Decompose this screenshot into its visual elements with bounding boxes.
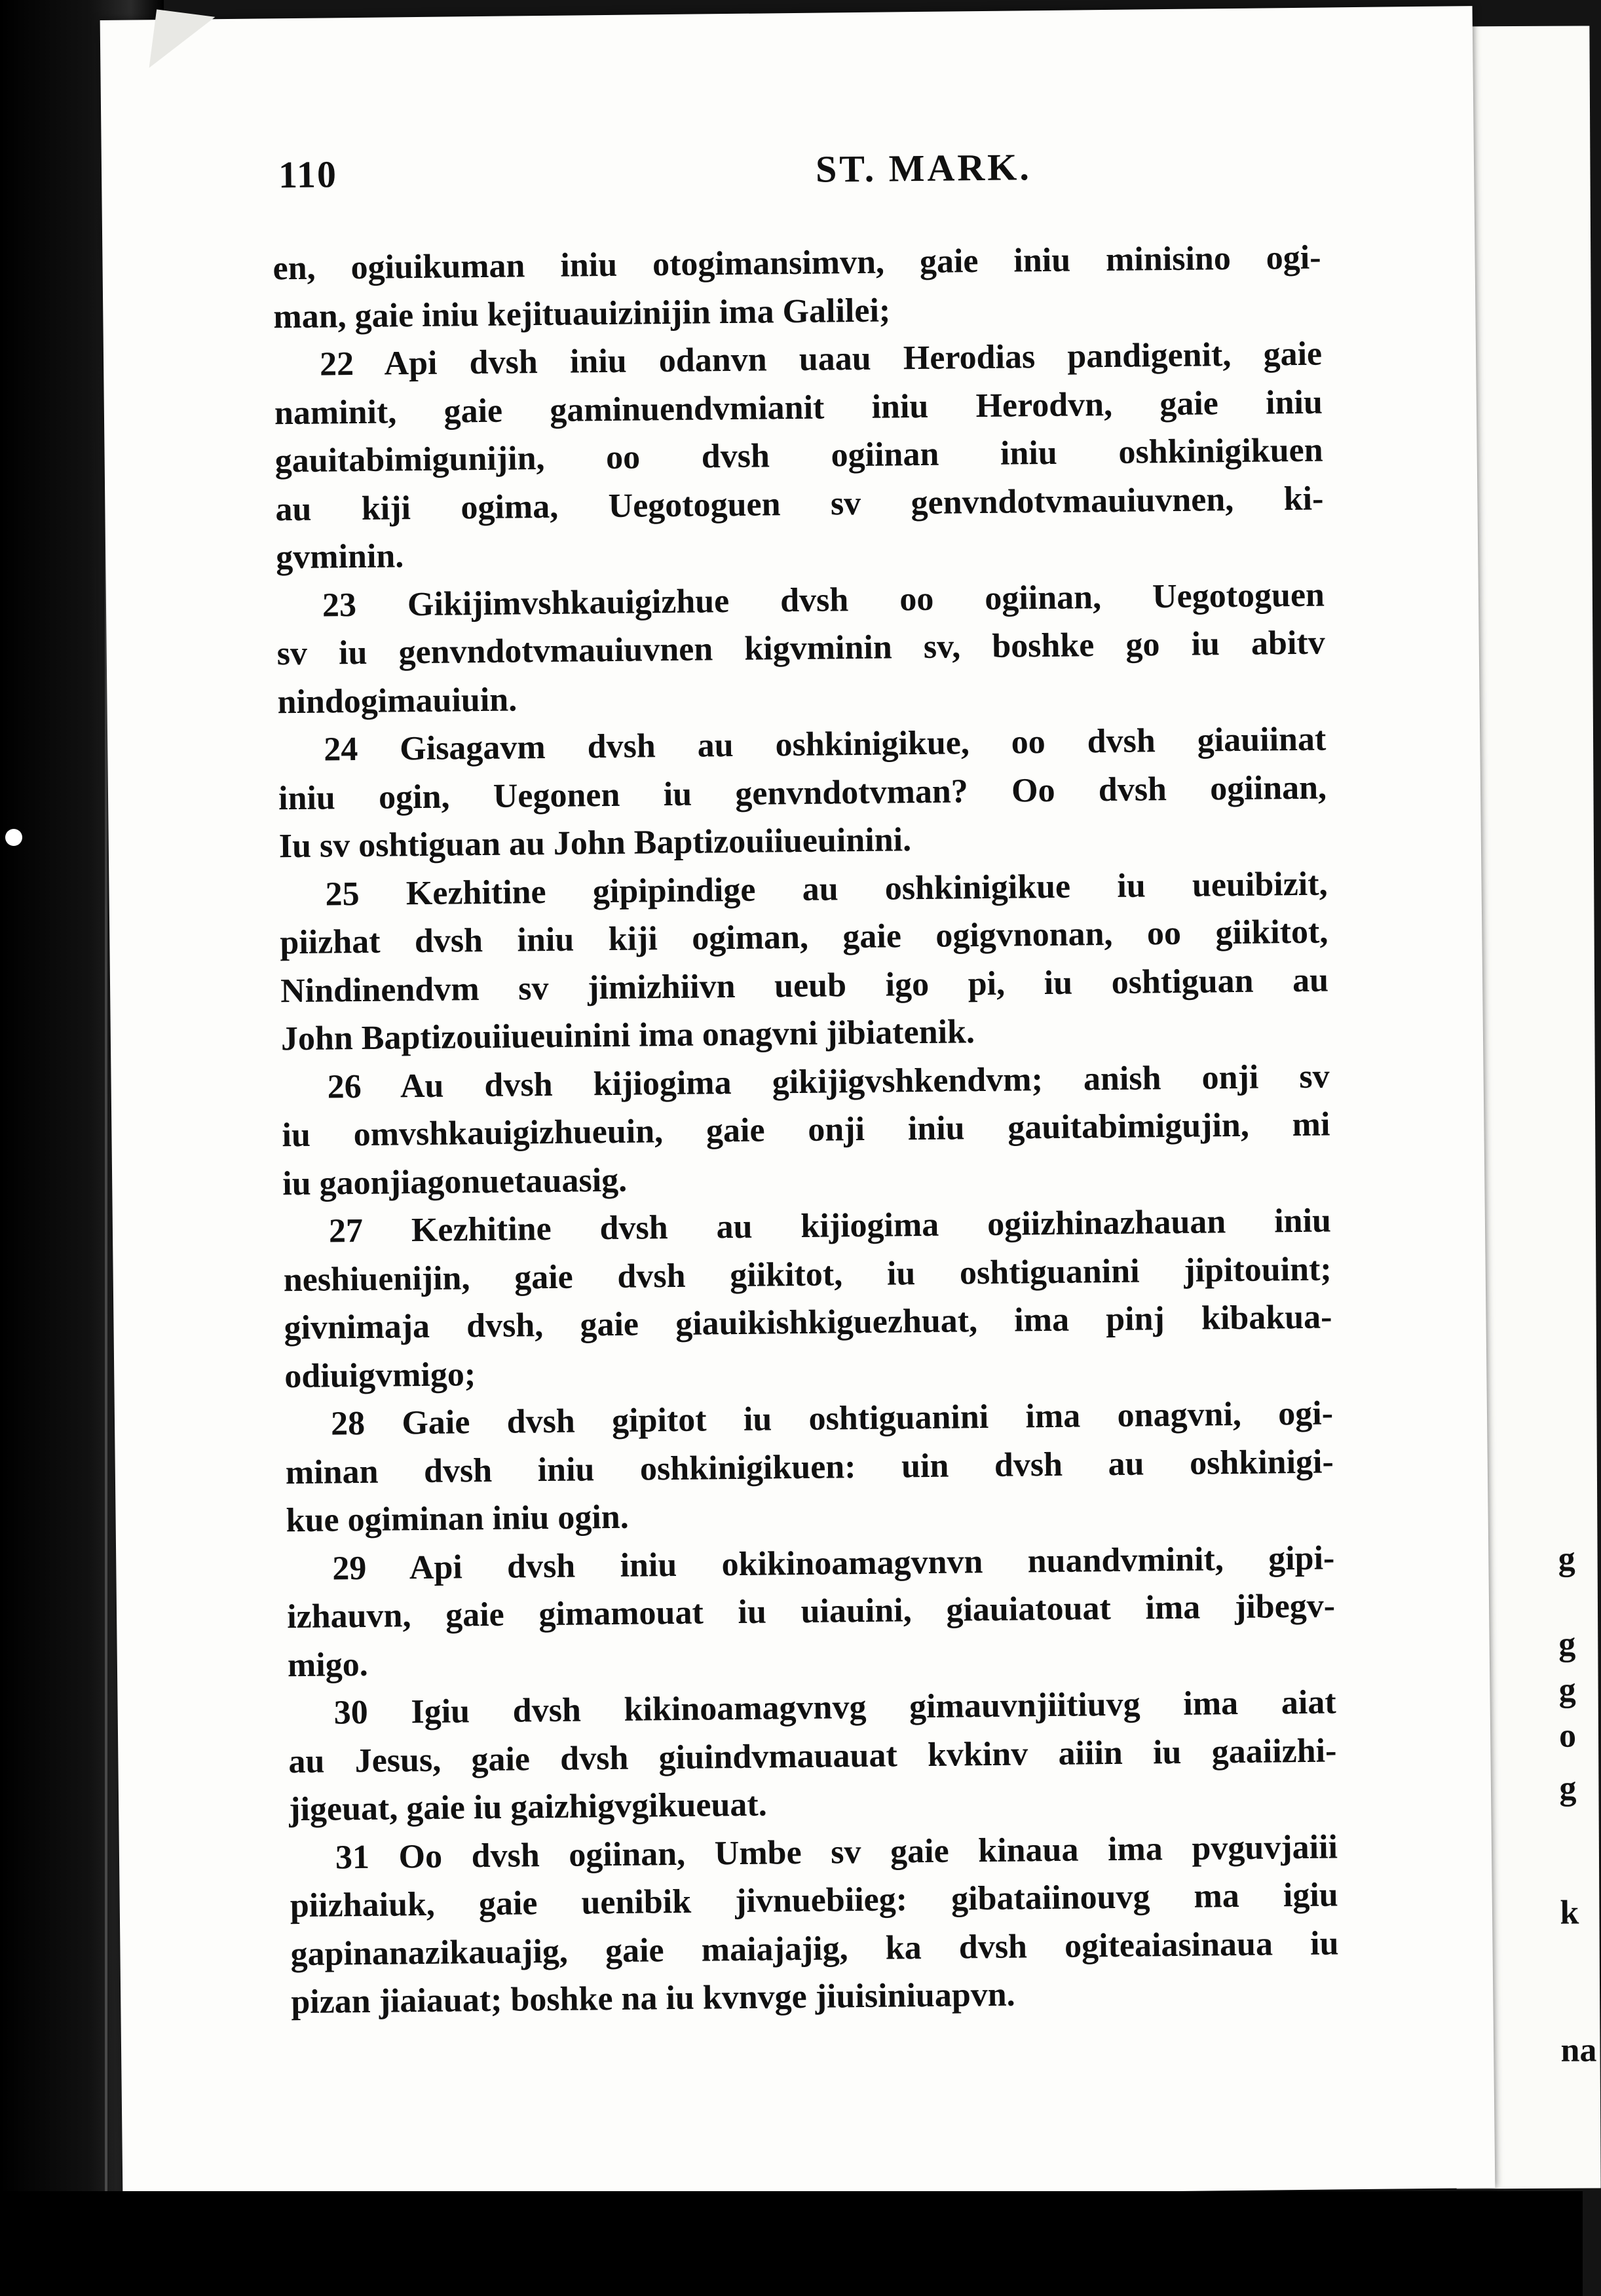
book-page (100, 6, 1496, 2202)
facing-page-fragment: g (1559, 1769, 1577, 1807)
text-line: naminit, gaie gaminuendvmianit iniu Herodvn, gaie iniu (274, 383, 1323, 432)
text-line: 24 Gisagavm dvsh au oshkinigikue, oo dvsh giauiinat (323, 720, 1327, 769)
text-line: migo. (287, 1645, 368, 1684)
running-head (278, 141, 1432, 212)
scan-speck (5, 829, 22, 846)
text-line: 27 Kezhitine dvsh au kijiogima ogiizhinazhauan iniu (328, 1202, 1332, 1250)
text-line: gvminin. (275, 537, 404, 577)
facing-page-fragment: o (1558, 1717, 1577, 1755)
text-line: gapinanazikauajig, gaie maiajajig, ka dvsh ogiteaiasinaua iu (290, 1924, 1339, 1973)
text-line: sv iu genvndotvmauiuvnen kigvminin sv, boshke go iu abitv (276, 624, 1325, 673)
text-line: au kiji ogima, Uegotoguen sv genvndotvmauiuvnen, ki- (275, 480, 1324, 528)
text-line: 23 Gikijimvshkauigizhue dvsh oo ogiinan, Uegotoguen (322, 576, 1325, 624)
text-line: 26 Au dvsh kijiogima gikijigvshkendvm; anish onji sv (327, 1057, 1330, 1106)
facing-page-fragment: g (1558, 1671, 1576, 1709)
text-line: 29 Api dvsh iniu okikinoamagvnvn nuandvminit, gipi- (332, 1539, 1335, 1587)
text-line: nindogimauiuin. (277, 680, 518, 721)
text-line: au Jesus, gaie dvsh giuindvmauauat kvkinv aiiin iu gaaiizhi- (288, 1731, 1337, 1780)
facing-page-fragment: g (1558, 1540, 1575, 1578)
text-line: odiuigvmigo; (284, 1355, 476, 1395)
text-line: iniu ogin, Uegonen iu genvndotvman? Oo dvsh ogiinan, (278, 769, 1327, 817)
text-line: 28 Gaie dvsh gipitot iu oshtiguanini ima onagvni, ogi- (330, 1394, 1334, 1443)
page-number: 110 (278, 153, 338, 197)
text-line: gauitabimigunijin, oo dvsh ogiinan iniu oshkinigikuen (274, 431, 1323, 480)
text-line: John Baptizouiiueuinini ima onagvni jibiatenik. (280, 1013, 975, 1058)
text-line: 31 Oo dvsh ogiinan, Umbe sv gaie kinaua ima pvguvjaiii (335, 1827, 1338, 1876)
text-line: givnimaja dvsh, gaie giauikishkiguezhuat, ima pinj kibakua- (284, 1298, 1332, 1347)
text-line: iu gaonjiagonuetauasig. (282, 1161, 628, 1202)
text-line: minan dvsh iniu oshkinigikuen: uin dvsh au oshkinigi- (285, 1442, 1334, 1491)
text-line: kue ogiminan iniu ogin. (286, 1498, 629, 1540)
text-line: neshiuenijin, gaie dvsh giikitot, iu oshtiguanini jipitouint; (283, 1250, 1332, 1299)
body-text (273, 234, 1339, 2027)
scan-background (0, 2191, 1583, 2296)
text-line: Nindinendvm sv jimizhiivn ueub igo pi, iu oshtiguan au (280, 961, 1329, 1010)
text-line: Iu sv oshtiguan au John Baptizouiiueuinini. (278, 821, 912, 866)
text-line: 25 Kezhitine gipipindige au oshkinigikue iu ueuibizit, (325, 865, 1328, 913)
running-title: ST. MARK. (815, 145, 1032, 191)
text-line: piizhat dvsh iniu kiji ogiman, gaie ogigvnonan, oo giikitot, (280, 913, 1328, 962)
text-line: en, ogiuikuman iniu otogimansimvn, gaie iniu minisino ogi- (273, 239, 1321, 288)
facing-page-fragment: k (1560, 1894, 1579, 1932)
text-line: jigeuat, gaie iu gaizhigvgikueuat. (288, 1786, 767, 1829)
text-line: 30 Igiu dvsh kikinoamagvnvg gimauvnjiitiuvg ima aiat (333, 1683, 1336, 1732)
text-line: piizhaiuk, gaie uenibik jivnuebiieg: gibataiinouvg ma igiu (290, 1876, 1338, 1925)
folded-corner (149, 9, 216, 75)
text-line: iu omvshkauigizhueuin, gaie onji iniu gauitabimigujin, mi (282, 1105, 1330, 1155)
text-line: 22 Api dvsh iniu odanvn uaau Herodias pandigenit, gaie (319, 335, 1323, 383)
text-line: izhauvn, gaie gimamouat iu uiauini, giauiatouat ima jibegv- (286, 1587, 1336, 1636)
facing-page-fragment: na (1560, 2031, 1597, 2069)
text-line: man, gaie iniu kejituauizinijin ima Galilei; (273, 291, 891, 335)
facing-page-fragment: g (1558, 1625, 1576, 1663)
text-line: pizan jiaiauat; boshke na iu kvnvge jiuisiniuapvn. (291, 1976, 1015, 2021)
